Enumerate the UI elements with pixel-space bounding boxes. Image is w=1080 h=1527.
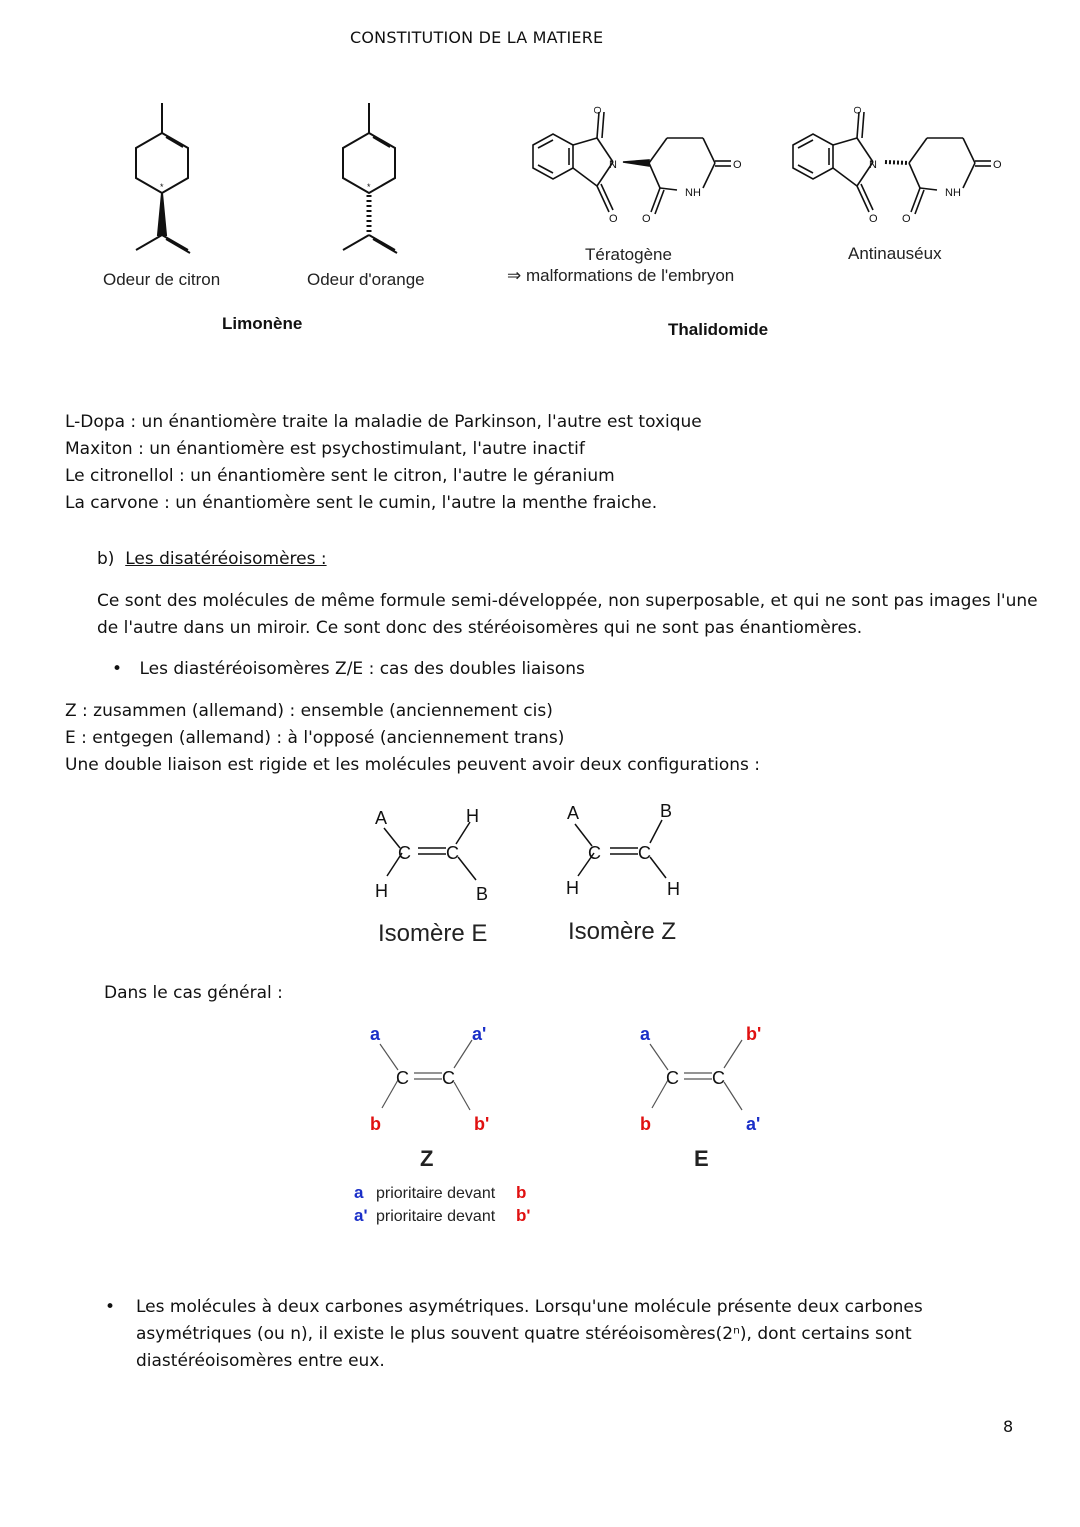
svg-text:H: H — [667, 879, 680, 899]
ze-definitions: Z : zusammen (allemand) : ensemble (anciennement cis) E : entgegen (allemand) : à l'opposé (anciennement trans) Une double liaison est rigide et les molécules peuvent avoir deux configurations : — [65, 701, 761, 775]
svg-text:C: C — [398, 843, 411, 863]
svg-text:C: C — [712, 1068, 725, 1088]
limonene-name: Limonène — [222, 314, 303, 333]
example-line: Maxiton : un énantiomère est psychostimulant, l'autre inactif — [65, 439, 585, 459]
limonene-left-molecule — [136, 103, 190, 253]
bullet-dot: • — [112, 659, 123, 679]
ze-isomers-diagram — [360, 798, 710, 958]
thalidomide-atom-nh: NH — [685, 187, 701, 199]
bullet-ze: • Les diastéréoisomères Z/E : cas des doubles liaisons — [112, 659, 585, 679]
svg-text:b': b' — [516, 1206, 531, 1225]
example-line: L-Dopa : un énantiomère traite la maladie de Parkinson, l'autre est toxique — [65, 412, 702, 432]
thalidomide-atom-n: N — [609, 159, 617, 171]
limonene-structures — [120, 95, 460, 265]
svg-text:C: C — [442, 1068, 455, 1088]
svg-text:*: * — [160, 182, 164, 192]
isomer-e-label: Isomère E — [378, 920, 488, 947]
page-number: 8 — [1003, 1417, 1014, 1436]
svg-text:A: A — [567, 803, 580, 823]
section-b-marker: b) — [97, 549, 115, 569]
general-case-intro: Dans le cas général : — [104, 983, 283, 1003]
svg-text:C: C — [588, 843, 601, 863]
svg-text:O: O — [853, 106, 864, 114]
svg-text:C: C — [446, 843, 459, 863]
thalidomide-structures — [505, 100, 1020, 230]
svg-text:O: O — [609, 213, 618, 225]
svg-text:b': b' — [746, 1024, 762, 1044]
svg-text:O: O — [642, 213, 651, 225]
svg-text:b: b — [640, 1114, 651, 1134]
svg-text:C: C — [638, 843, 651, 863]
bullet-dot: • — [105, 1297, 116, 1317]
thalidomide-right-molecule — [793, 112, 991, 214]
svg-text:a': a' — [472, 1024, 487, 1044]
limonene-right-molecule — [343, 103, 397, 253]
section-b-definition: Ce sont des molécules de même formule semi-développée, non superposable, et qui ne sont pas images l'une de l'autre dans un miroir. Ce sont donc des stéréoisomères qui ne sont pas énantiomères. — [97, 591, 1038, 638]
svg-text:NH: NH — [945, 187, 961, 199]
svg-text:H: H — [566, 878, 579, 898]
svg-text:b: b — [516, 1183, 527, 1202]
svg-text:b: b — [370, 1114, 381, 1134]
svg-text:a: a — [640, 1024, 651, 1044]
section-b-title: Les disatéréoisomères : — [125, 549, 327, 569]
svg-text:a': a' — [746, 1114, 761, 1134]
thalidomide-left-molecule — [533, 112, 731, 214]
priority-rule-2: prioritaire devant — [376, 1208, 496, 1225]
enantiomer-examples — [65, 409, 702, 517]
general-e-label: E — [694, 1146, 709, 1171]
svg-text:H: H — [466, 806, 479, 826]
page-header-title: CONSTITUTION DE LA MATIERE — [350, 28, 604, 47]
example-line: Le citronellol : un énantiomère sent le citron, l'autre le géranium — [65, 466, 615, 486]
svg-text:a: a — [370, 1024, 381, 1044]
svg-text:a: a — [354, 1183, 364, 1202]
svg-text:C: C — [396, 1068, 409, 1088]
svg-text:b': b' — [474, 1114, 490, 1134]
svg-text:H: H — [375, 881, 388, 901]
svg-text:B: B — [476, 884, 489, 904]
isomer-z-label: Isomère Z — [568, 918, 677, 945]
section-b-heading — [97, 546, 327, 573]
bullet-two-carbons: • Les molécules à deux carbones asymétriques. Lorsqu'une molécule présente deux carbones asymétriques (ou n), il existe le plus souvent quatre stéréoisomères(2ⁿ), dont certains sont diastéréoisomères entre eux. — [105, 1294, 923, 1375]
priority-rule-1: prioritaire devant — [376, 1185, 496, 1202]
limonene-caption-left: Odeur de citron — [103, 270, 221, 289]
svg-text:O: O — [593, 106, 604, 114]
svg-text:C: C — [666, 1068, 679, 1088]
general-case-diagram — [350, 1018, 780, 1228]
example-line: La carvone : un énantiomère sent le cumin, l'autre la menthe fraiche. — [65, 493, 658, 513]
svg-text:O: O — [869, 213, 878, 225]
general-z-label: Z — [420, 1146, 434, 1171]
svg-text:N: N — [869, 159, 877, 171]
thalidomide-name: Thalidomide — [668, 320, 769, 339]
thalidomide-caption-right: Antinauséux — [848, 244, 942, 263]
svg-text:O: O — [902, 213, 911, 225]
thalidomide-caption-left-line1: Tératogène — [585, 245, 672, 264]
svg-text:O: O — [733, 159, 742, 171]
svg-text:a': a' — [354, 1206, 368, 1225]
svg-text:O: O — [993, 159, 1002, 171]
svg-text:B: B — [660, 801, 673, 821]
svg-text:A: A — [375, 808, 388, 828]
svg-text:*: * — [367, 182, 371, 192]
limonene-caption-right: Odeur d'orange — [307, 270, 425, 289]
thalidomide-caption-left-line2: ⇒ malformations de l'embryon — [507, 266, 735, 285]
